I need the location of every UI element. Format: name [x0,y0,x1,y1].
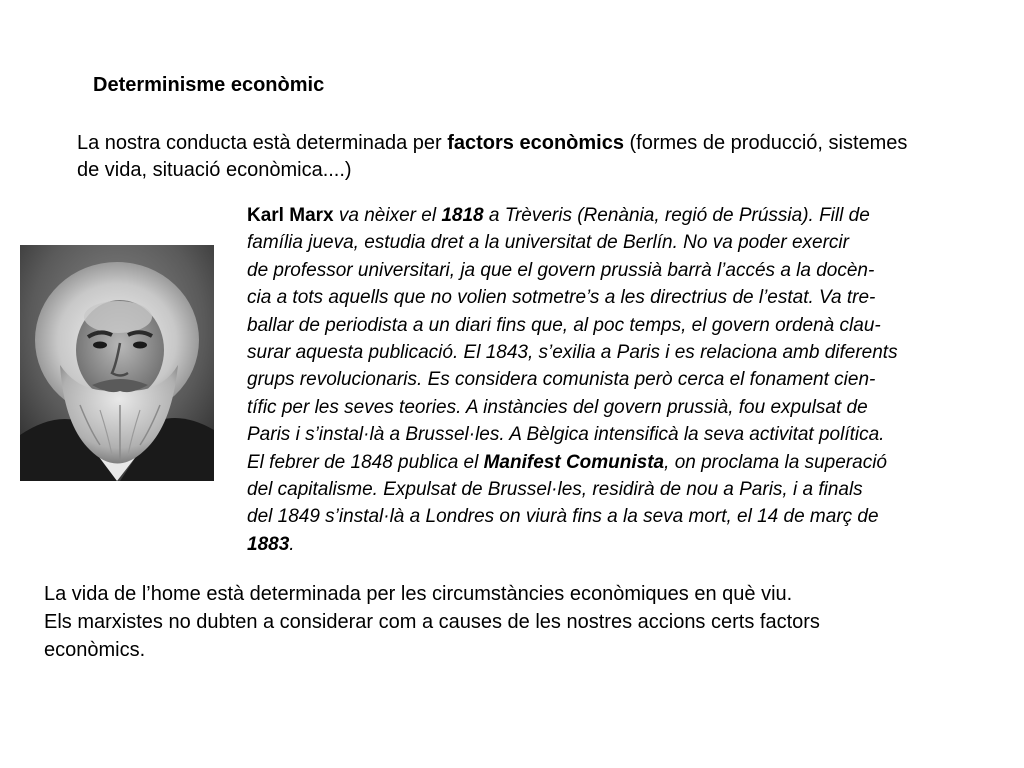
bio-line: de professor universitari, ja que el govern prussià barrà l’accés a la docèn- [247,259,875,281]
bio-line: del 1849 s’instal·là a Londres on viurà fins a la seva mort, el 14 de març de [247,506,879,528]
conclusion-line-2: Els marxistes no dubten a considerar com a causes de les nostres accions certs factors [44,611,820,633]
bio-line: cia a tots aquells que no volien sotmetre’s a les directrius de l’estat. Va tre- [247,287,876,309]
bio-line: grups revolucionaris. Es considera comunista però cerca el fonament cien- [247,369,876,391]
bio-birth-year: 1818 [441,205,484,226]
bio-line [247,449,1023,476]
bio-name: Karl Marx [247,205,334,226]
bio-line [247,531,1023,558]
conclusion-line-3: econòmics. [44,639,146,661]
bio-line: surar aquesta publicació. El 1843, s’exilia a Paris i es relaciona amb diferents [247,342,898,364]
intro-text: (formes de producció, sistemes [623,132,908,154]
page-title: Determinisme econòmic [93,74,325,96]
biography-paragraph [247,202,1023,558]
conclusion-line-1: La vida de l’home està determinada per les circumstàncies econòmiques en què viu. [44,583,793,605]
conclusion-paragraph [44,580,1004,664]
intro-bold-term: factors econòmics [447,132,624,154]
portrait-photo-icon [20,245,214,481]
portrait-image [20,245,214,481]
bio-manifesto-title: Manifest Comunista [483,451,665,473]
bio-text: va nèixer el [333,205,442,226]
bio-line: del capitalisme. Expulsat de Brussel·les, residirà de nou a Paris, i a finals [247,479,863,501]
bio-text: a Trèveris (Renània, regió de Prússia). Fill de [483,205,870,226]
intro-line-1 [77,130,1022,157]
intro-line-2: de vida, situació econòmica....) [77,159,352,181]
bio-line: ballar de periodista a un diari fins que, al poc temps, el govern ordenà clau- [247,314,881,336]
bio-line: família jueva, estudia dret a la universitat de Berlín. No va poder exercir [247,232,849,254]
bio-death-year: 1883 [247,533,290,555]
bio-text: El febrer de 1848 publica el [247,451,484,473]
bio-text: , on proclama la superació [664,451,887,473]
bio-line [247,202,1023,229]
intro-paragraph [77,130,1022,184]
bio-text: . [289,533,295,555]
bio-line: tífic per les seves teories. A instàncies del govern prussià, fou expulsat de [247,396,868,418]
intro-text: La nostra conducta està determinada per [77,132,448,154]
bio-line: Paris i s’instal·là a Brussel·les. A Bèlgica intensificà la seva activitat política. [247,424,885,446]
